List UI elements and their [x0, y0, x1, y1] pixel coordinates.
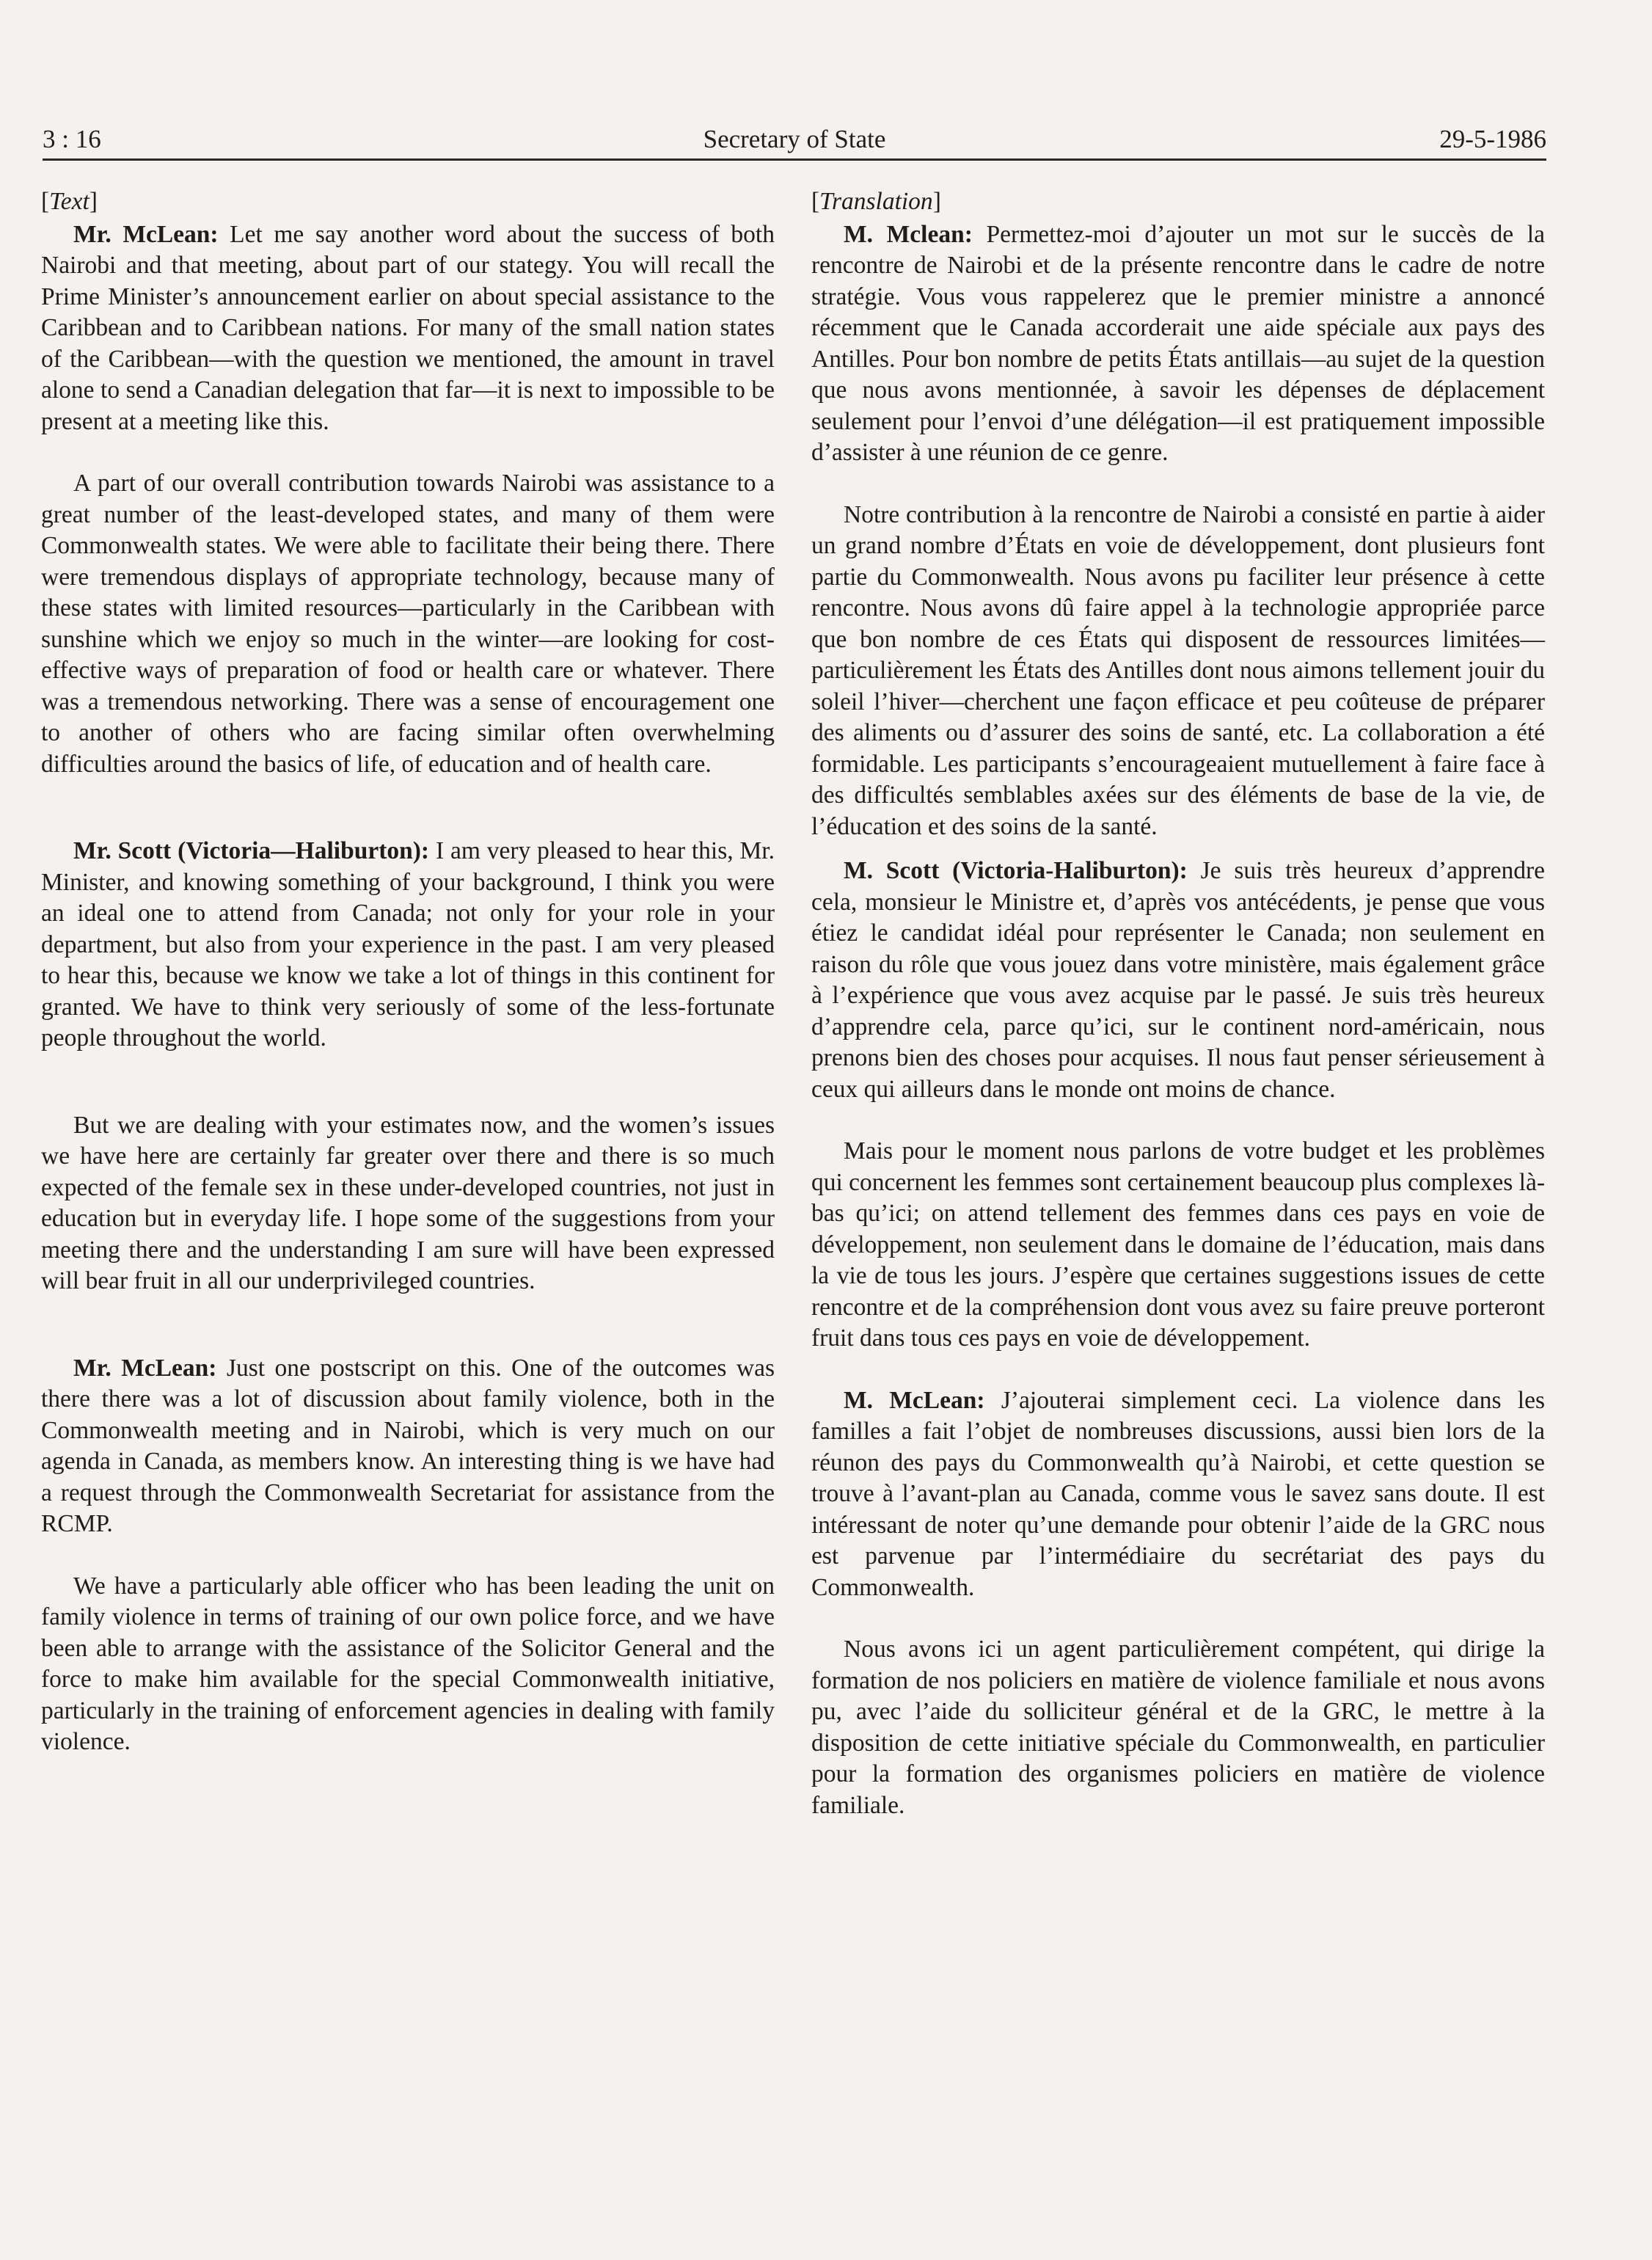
speech-paragraph — [811, 219, 1545, 469]
speech-paragraph — [811, 1634, 1545, 1821]
paragraph-text: Permettez-moi d’ajouter un mot sur le succès de la rencontre de Nairobi et de la présente rencontre dans le cadre de notre stratégie. Vous vous rappelerez que le premier ministre a annoncé récemment que le Canada accorderait une aide spéciale aux pays des Antilles. Pour bon nombre de petits États antillais—au sujet de la question que nous avons mentionnée, à savoir les dépenses de déplacement seulement pour l’envoi d’une délégation—il est pratiquement impossible d’assister à une réunion de ce genre. — [811, 220, 1545, 466]
column-label: [Text] — [41, 188, 98, 215]
speech-paragraph — [41, 468, 775, 780]
speaker-name: Mr. McLean: — [73, 220, 219, 248]
paragraph-text: Mais pour le moment nous parlons de votre budget et les problèmes qui concernent les femmes sont certainement beaucoup plus complexes là-bas qu’ici; on attend tellement des femmes dans ces pays en voie de développement, non seulement dans le domaine de l’éducation, mais dans la vie de tous les jours. J’espère que certaines suggestions issues de cette rencontre et de la compréhension dont vous avez su faire preuve porteront fruit dans tous ces pays en voie de développement. — [811, 1137, 1545, 1352]
speaker-name: M. Scott (Victoria-Haliburton): — [844, 857, 1188, 884]
paragraph-text: We have a particularly able officer who has been leading the unit on family violence in terms of training of our own police force, and we have been able to arrange with the assistance of the Solicitor General and the force to make him available for the special Commonwealth initiative, particularly in the training of enforcement agencies in dealing with family violence. — [41, 1572, 775, 1755]
speaker-name: Mr. Scott (Victoria—Haliburton): — [73, 837, 430, 864]
page-header — [43, 112, 1546, 161]
paragraph-text: Nous avons ici un agent particulièrement compétent, qui dirige la formation de nos policiers en matière de violence familiale et nous avons pu, avec l’aide du solliciteur général et de la GRC, le mettre à la disposition de cette initiative spéciale du Commonwealth, en particulier pour la formation des organismes policiers en matière de violence familiale. — [811, 1636, 1545, 1819]
paragraph-text: J’ajouterai simplement ceci. La violence dans les familles a fait l’objet de nombreuses discussions, aussi bien lors de la réunon des pays du Commonwealth qu’à Nairobi, et cette question se trouve à l’avant-plan au Canada, comme vous le savez sans doute. Il est intéressant de noter qu’une demande pour obtenir l’aide de la GRC nous est parvenue par l’intermédiaire du secrétariat des pays du Commonwealth. — [811, 1386, 1545, 1601]
speaker-name: Mr. McLean: — [73, 1354, 217, 1382]
speaker-name: M. McLean: — [844, 1386, 985, 1414]
paragraph-text: Just one postscript on this. One of the outcomes was there there was a lot of discussion about family violence, both in the Commonwealth meeting and in Nairobi, which is very much on our agenda in Canada, as members know. An interesting thing is we have had a request through the Commonwealth Secretariat for assistance from the RCMP. — [41, 1354, 775, 1537]
speech-paragraph — [41, 1110, 775, 1297]
speech-paragraph — [41, 219, 775, 438]
column-label-text: Translation — [819, 188, 933, 215]
column-label-text: Text — [49, 188, 89, 215]
speech-paragraph — [41, 1571, 775, 1758]
speech-paragraph — [811, 500, 1545, 843]
running-title: Secretary of State — [703, 125, 886, 153]
paragraph-text: I am very pleased to hear this, Mr. Minister, and knowing something of your background, I think you were an ideal one to attend from Canada; not only for your role in your department, but also from your experience in the past. I am very pleased to hear this, because we know we take a lot of things in this continent for granted. We have to think very seriously of some of the less-fortunate people throughout the world. — [41, 837, 775, 1051]
sitting-date: 29-5-1986 — [1439, 125, 1546, 153]
paragraph-text: Je suis très heureux d’apprendre cela, monsieur le Ministre et, d’après vos antécédents, je pense que vous étiez le candidat idéal pour représenter le Canada; non seulement en raison du rôle que vous jouez dans votre ministère, mais également grâce à l’expérience que vous avez acquise par le passé. Je suis très heureux d’apprendre cela, parce qu’ici, sur le continent nord-américain, nous prenons bien des choses pour acquises. Il nous faut penser sérieusement à ceux qui ailleurs dans le monde ont moins de chance. — [811, 857, 1545, 1103]
english-column — [41, 186, 775, 1758]
french-column — [811, 186, 1545, 1821]
speech-paragraph — [811, 856, 1545, 1105]
speech-paragraph — [41, 836, 775, 1054]
paragraph-text: A part of our overall contribution towards Nairobi was assistance to a great number of the least-developed states, and many of them were Commonwealth states. We were able to facilitate their being there. There were tremendous displays of appropriate technology, because many of these states with limited resources—particularly in the Caribbean with sunshine which we enjoy so much in the winter—are looking for cost-effective ways of preparation of food or health care or whatever. There was a tremendous networking. There was a sense of encouragement one to another of others who are facing similar often overwhelming difficulties around the basics of life, of education and of health care. — [41, 470, 775, 778]
paragraph-text: Notre contribution à la rencontre de Nairobi a consisté en partie à aider un grand nombre d’États en voie de développement, dont plusieurs font partie du Commonwealth. Nous avons pu faciliter leur présence à cette rencontre. Nous avons dû faire appel à la technologie appropriée parce que bon nombre de ces États qui disposent de ressources limitées—particulièrement les États des Antilles dont nous aimons tellement jouir du soleil l’hiver—cherchent une façon efficace et peu coûteuse de préparer des aliments ou d’assurer des soins de santé, etc. La collaboration a été formidable. Les participants s’encourageaient mutuellement à faire face à des difficultés semblables axées sur des éléments de base de la vie, de l’éducation et des soins de la santé. — [811, 500, 1545, 840]
speaker-name: M. Mclean: — [844, 220, 973, 248]
column-label: [Translation] — [811, 188, 941, 215]
paragraph-text: Let me say another word about the success of both Nairobi and that meeting, about part of our stategy. You will recall the Prime Minister’s announcement earlier on about special assistance to the Caribbean and to Caribbean nations. For many of the small nation states of the Caribbean—with the question we mentioned, the amount in travel alone to send a Canadian delegation that far—it is next to impossible to be present at a meeting like this. — [41, 220, 775, 435]
speech-paragraph — [811, 1136, 1545, 1355]
speech-paragraph — [811, 1385, 1545, 1604]
speech-paragraph — [41, 1353, 775, 1540]
page-number: 3 : 16 — [43, 125, 101, 153]
paragraph-text: But we are dealing with your estimates now, and the women’s issues we have here are certainly far greater over there and there is so much expected of the female sex in these under-developed countries, not just in education but in everyday life. I hope some of the suggestions from your meeting there and the understanding I am sure will have been expressed will bear fruit in all our underprivileged countries. — [41, 1111, 775, 1294]
